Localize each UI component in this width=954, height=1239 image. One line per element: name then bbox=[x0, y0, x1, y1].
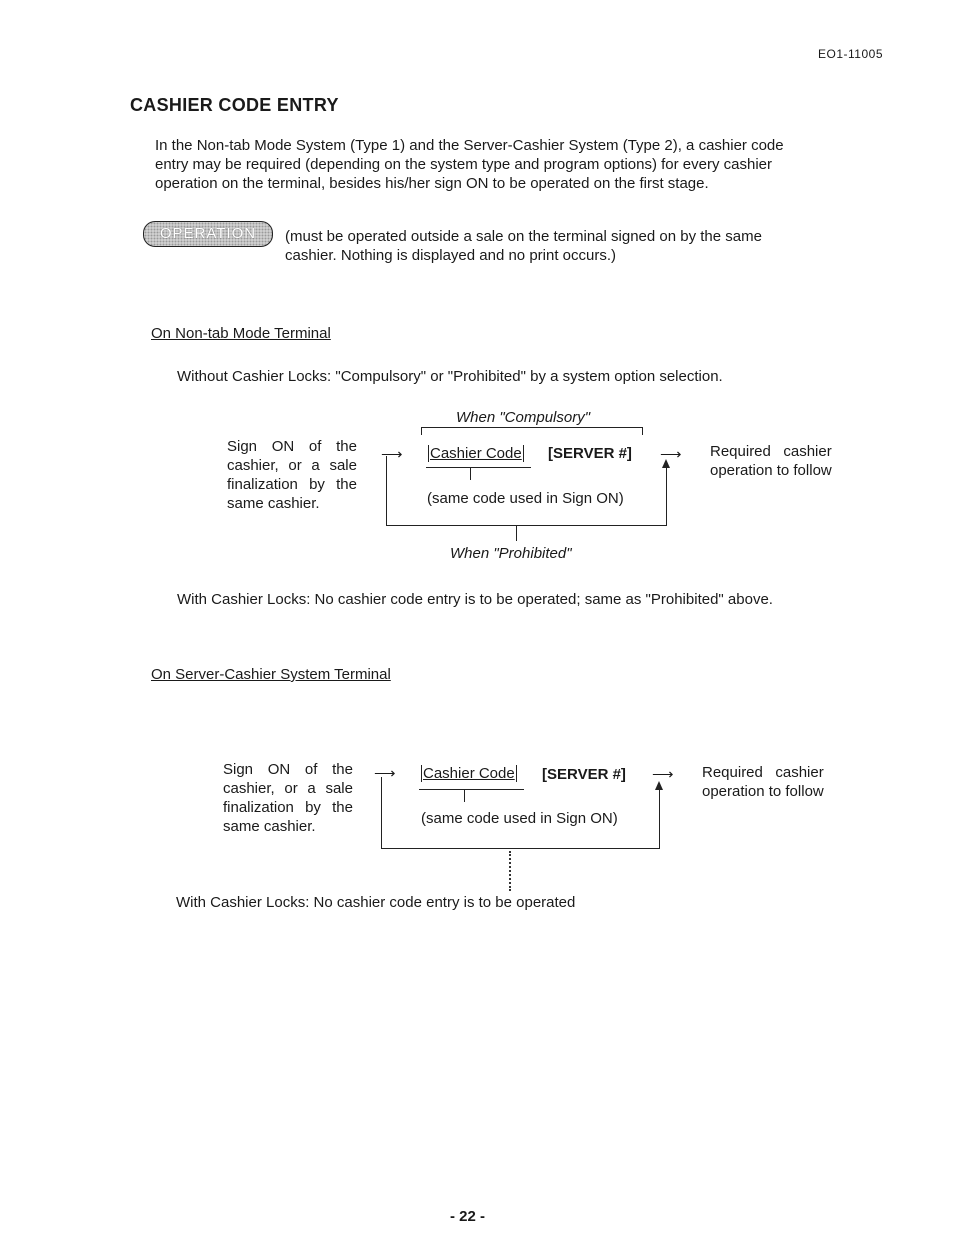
intro-line: In the Non-tab Mode System (Type 1) and the Server-Cashier System (Type 2), a cashier code bbox=[155, 137, 784, 154]
without-locks-text: Without Cashier Locks: "Compulsory" or "Prohibited" by a system option selection. bbox=[177, 368, 723, 385]
with-locks-text: With Cashier Locks: No cashier code entry is to be operated; same as "Prohibited" above. bbox=[177, 591, 773, 608]
compulsory-bracket-right bbox=[642, 427, 643, 435]
section-heading-server-cashier: On Server-Cashier System Terminal bbox=[151, 666, 391, 683]
desc-line: Sign ON of the bbox=[227, 438, 357, 455]
compulsory-bracket-top bbox=[421, 427, 643, 428]
server-key: [SERVER #] bbox=[542, 766, 626, 783]
desc-line: cashier, or a sale bbox=[223, 780, 353, 797]
bypass-line-right bbox=[666, 468, 667, 525]
same-code-note: (same code used in Sign ON) bbox=[427, 490, 624, 507]
desc-line: finalization by the bbox=[223, 799, 353, 816]
desc-line: cashier, or a sale bbox=[227, 457, 357, 474]
right-arrow-icon: ⟶ bbox=[381, 446, 403, 463]
intro-paragraph bbox=[155, 136, 855, 193]
right-arrow-icon: ⟶ bbox=[660, 446, 682, 463]
bypass-line-left bbox=[386, 456, 387, 525]
intro-line: entry may be required (depending on the system type and program options) for every cashier bbox=[155, 156, 772, 173]
with-locks-text: With Cashier Locks: No cashier code entry is to be operated bbox=[176, 894, 576, 911]
bypass-line-bottom bbox=[386, 525, 667, 526]
compulsory-bracket-left bbox=[421, 427, 422, 435]
when-prohibited-label: When "Prohibited" bbox=[450, 545, 572, 562]
operation-note-line: (must be operated outside a sale on the terminal signed on by the same bbox=[285, 228, 762, 245]
desc-line: same cashier. bbox=[227, 495, 320, 512]
desc-line: same cashier. bbox=[223, 818, 316, 835]
same-code-note: (same code used in Sign ON) bbox=[421, 810, 618, 827]
bypass-line-bottom bbox=[381, 848, 660, 849]
operation-note bbox=[285, 227, 855, 265]
sign-on-description bbox=[227, 437, 357, 513]
right-arrow-icon: ⟶ bbox=[652, 766, 674, 783]
prohibited-tick bbox=[516, 525, 517, 541]
sign-on-description bbox=[223, 760, 353, 836]
cashier-code-key: Cashier Code bbox=[423, 765, 515, 782]
cashier-code-underline bbox=[426, 467, 531, 468]
page-number: - 22 - bbox=[450, 1208, 486, 1225]
operation-note-line: cashier. Nothing is displayed and no print occurs.) bbox=[285, 247, 617, 264]
document-number: EO1-11005 bbox=[818, 47, 883, 61]
cashier-code-tick bbox=[470, 468, 471, 480]
desc-line: finalization by the bbox=[227, 476, 357, 493]
required-operation-text: Required cashier operation to follow bbox=[702, 764, 824, 800]
required-operation-text: Required cashier operation to follow bbox=[710, 443, 832, 479]
cashier-code-underline bbox=[419, 789, 524, 790]
when-compulsory-label: When "Compulsory" bbox=[456, 409, 591, 426]
dotted-connector bbox=[509, 851, 511, 891]
section-heading-non-tab: On Non-tab Mode Terminal bbox=[151, 325, 331, 342]
server-key: [SERVER #] bbox=[548, 445, 632, 462]
bypass-line-left bbox=[381, 777, 382, 848]
intro-line: operation on the terminal, besides his/her sign ON to be operated on the first stage. bbox=[155, 175, 709, 192]
desc-line: Sign ON of the bbox=[223, 761, 353, 778]
page-title: CASHIER CODE ENTRY bbox=[130, 95, 339, 115]
bypass-line-right bbox=[659, 790, 660, 848]
cashier-code-tick bbox=[464, 790, 465, 802]
right-arrow-icon: ⟶ bbox=[374, 765, 396, 782]
operation-badge: OPERATION bbox=[143, 221, 273, 247]
cashier-code-key: Cashier Code bbox=[430, 445, 522, 462]
